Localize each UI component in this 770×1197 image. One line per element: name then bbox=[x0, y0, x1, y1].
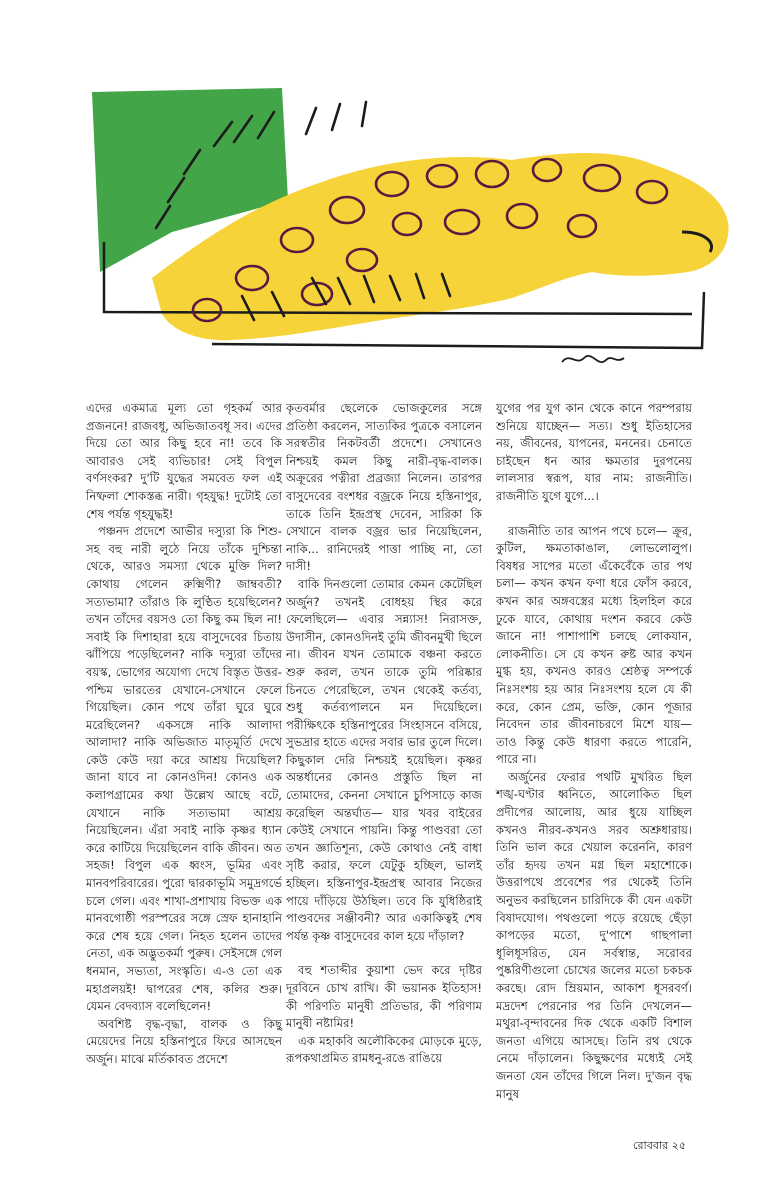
paragraph: অর্জুনের ফেরার পথটি মুখরিত ছিল শঙ্খ-ঘণ্টার ধ্বনিতে, আলোকিত ছিল প্রদীপের আলোয়, আর ধুয়ে যাচ্ছিল কখনও নীরব-কখনও সরব অশ্রুধারায়। তিনি ভাল করে খেয়াল করেননি, কারণ তাঁর হৃদয় তখন মগ্ন ছিল মহাশোকে। উত্তরাপথে প্রবেশের পর থেকেই তিনি অনুভব করছিলেন চারিদিকে কী যেন একটা বিষাদযোগ। পথগুলো পড়ে রয়েছে ছেঁড়া কাপড়ের মতো, দু'পাশে গাছপালা ধূলিধূসরিত, যেন সর্বস্বান্ত, সরোবর পুষ্করিণীগুলো চোখের জলের মতো চকচক করছে। রোদ ম্রিয়মান, আকাশ ধূসরবর্ণ। মদ্রদেশ পেরনোর পর তিনি দেখলেন— মথুরা-বৃন্দাবনের দিক থেকে একটি বিশাল জনতা এগিয়ে আসছে। তিনি রথ থেকে নেমে দাঁড়ালেন। কিছুক্ষণের মধ্যেই সেই জনতা যেন তাঁদের গিলে নিল। দু'জন বৃদ্ধ মানুষ bbox=[496, 769, 692, 1101]
paragraph: অবশিষ্ট বৃদ্ধ-বৃদ্ধা, বালক ও কিছু মেয়েদের নিয়ে হস্তিনাপুরে ফিরে আসছেন অর্জুন। মাঝে মর্তিকাবত প্রদেশে bbox=[86, 1016, 282, 1066]
article-body bbox=[86, 400, 692, 1120]
paragraph: যুগের পর যুগ কান থেকে কানে পরম্পরায় শুনিয়ে যাচ্ছেন— সত্য। শুধু ইতিহাসের নয়, জীবনের, যাপনের, মননের। চেনাতে চাইছেন ধন আর ক্ষমতার দুরপনেয় লালসার স্বরূপ, যার নাম: রাজনীতি। রাজনীতি যুগে যুগে...। bbox=[496, 401, 692, 503]
paragraph: পঞ্চনদ প্রদেশে আভীর দস্যুরা কি শিশু-সহ বহু নারী লুঠে নিয়ে তাঁকে দুশ্চিন্তা থেকে, আরও সমস্যা থেকে মুক্তি দিল? কোথায় গেলেন রুক্মিণী? জাম্ববতী? সত্যভামা? তাঁরাও কি লুণ্ঠিত হয়েছিলেন? তখন তাঁদের বয়সও তো কিছু কম ছিল না! সবাই কি দিশাহারা হয়ে বাসুদেবের চিতায় ঝাঁপিয়ে পড়েছিলেন? নাকি দস্যুরা তাঁদের বয়স্ক, ভোগের অযোগ্য দেখে বিস্তৃত উত্তর-পশ্চিম ভারতের যেখানে-সেখানে ফেলে গিয়েছিল। কোন পথে তাঁরা ঘুরে ঘুরে মরেছিলেন? একসঙ্গে নাকি আলাদা আলাদা? নাকি অভিজাত মাতৃমূর্তি দেখে কেউ কেউ দয়া করে আশ্রয় দিয়েছিল? জানা যাবে না কোনওদিন! কোনও এক কলাপগ্রামের কথা উল্লেখ আছে বটে, যেখানে নাকি সত্যভামা আশ্রয় নিয়েছিলেন। এঁরা সবাই নাকি কৃষ্ণর ধ্যান করে কাটিয়ে দিয়েছিলেন বাকি জীবন। অত সহজ! বিপুল এক ধ্বংস, ভূমির এবং মানবপরিবারের। পুরো দ্বারকাভূমি সমুদ্রগর্ভে চলে গেল। এবং শাখা-প্রশাখায় বিভক্ত এক মানবগোষ্ঠী পরস্পরের সঙ্গে স্রেফ হানাহানি করে শেষ হয়ে গেল। নিহত হলেন তাদের নেতা, এক অদ্ভুতকর্মা পুরুষ। সেইসঙ্গে গেল ধনমান, সভ্যতা, সংস্কৃতি। এ-ও তো এক মহাপ্রলয়ই! দ্বাপরের শেষ, কলির শুরু। যেমন বেদব্যাস বলেছিলেন! bbox=[86, 524, 282, 1014]
paragraph: রাজনীতি তার আপন পথে চলে— ক্রূর, কুটিল, ক্ষমতাকাঙাল, লোভলোলুপ। বিষধর সাপের মতো এঁকেবেঁকে তার পথ চলা— কখন কখন ফণা ধরে ফোঁস করবে, কখন কার অঙ্গবস্ত্রের মধ্যে হিলহিল করে ঢুকে যাবে, কোথায় দংশন করবে কেউ জানে না! পাশাপাশি চলছে লোকযান, লোকনীতি। সে যে কখন রুষ্ট আর কখন মুগ্ধ হয়, কখনও কারও শ্রেষ্ঠত্ব সম্পর্কে নিঃসংশয় হয় আর নিঃসংশয় হলে যে কী করে, কোন প্রেম, ভক্তি, কোন পূজার নিবেদন তার জীবনাচরণে মিশে যায়— তাও কিন্তু কেউ ধারণা করতে পারেনি, পারে না। bbox=[496, 523, 692, 767]
paragraph: বহু শতাব্দীর কুয়াশা ভেদ করে দৃষ্টির দূরবিনে চোখ রাখি। কী ভয়ানক ইতিহাস! কী পরিণতি মানুষী প্রতিভার, কী পরিণাম মানুষী নষ্টামির! bbox=[286, 963, 482, 1031]
paragraph: কৃতবর্মার ছেলেকে ভোজকুলের সঙ্গে প্রতিষ্ঠা করলেন, সাত্যকির পুত্রকে বসালেন সরস্বতীর নিকটবর্তী প্রদেশে। সেখানেও নিশ্চয়ই কমল কিছু নারী-বৃদ্ধ-বালক। অক্রূরের পত্নীরা প্রব্রজ্যা নিলেন। তারপর বাসুদেবের বংশধর বজ্রকে নিয়ে হস্তিনাপুর, তাকে তিনি ইন্দ্রপ্রস্থ দেবেন, সারিকা কি সেখানে বালক বজ্রর ভার নিয়েছিলেন, নাকি... রানিদেরই পাত্তা পাচ্ছি না, তো দাসী! bbox=[286, 401, 482, 574]
paragraph: এদের একমাত্র মূল্য তো গৃহকর্ম আর প্রজননে! রাজবধূ, অভিজাতবধূ সব। এদের দিয়ে তো আর কিছু হবে না! তবে কি আবারও সেই ব্যভিচার! সেই বিপুল বর্ণসংকর? দু'টি যুদ্ধের সমবেত ফল এই নিষ্ফলা শোকস্তব্ধ নারী। গৃহযুদ্ধ! দুটোই তো শেষ পর্যন্ত গৃহযুদ্ধই! bbox=[86, 401, 282, 521]
paragraph: এক মহাকবি অলৌকিকের মোড়কে মুড়ে, রূপকথাপ্রমিত রামধনু-রঙে রাঙিয়ে bbox=[286, 1033, 482, 1066]
column-2 bbox=[286, 400, 482, 1068]
paragraph: বাকি দিনগুলো তোমার কেমন কেটেছিল অর্জুন? তখনই বোধহয় স্থির করে ফেলেছিলে— এবার সন্ন্যাস! নিরাসক্ত, উদাসীন, কোনওদিনই তুমি জীবনমুখী ছিলে না। জীবন যখন তোমাকে বঞ্চনা করতে শুরু করল, তখন তাকে তুমি পরিষ্কার চিনতে পেরেছিলে, তখন থেকেই কর্তব্য, শুধু কর্তব্যপালনে মন দিয়েছিলে। পরীক্ষিৎকে হস্তিনাপুরের সিংহাসনে বসিয়ে, সুভদ্রার হাতে এদের সবার ভার তুলে দিলে। কিছুকাল দেরি নিশ্চয়ই হয়েছিল। কৃষ্ণর অন্তর্ধানের কোনও প্রস্তুতি ছিল না তোমাদের, কেননা সেখানে চুপিসাড়ে কাজ করেছিল অন্তর্ঘাত— যার খবর বাইরের কেউই সেখানে পায়নি। কিন্তু পাণ্ডবরা তো তখন জ্ঞাতিশূন্য, কেউ কোথাও নেই বাধা সৃষ্টি করার, ফলে যেটুকু হচ্ছিল, ভালই হচ্ছিল। হস্তিনাপুর-ইন্দ্রপ্রস্থ আবার নিজের পায়ে দাঁড়িয়ে উঠছিল। তবে কি যুধিষ্ঠিরাই পাণ্ডবদের সঞ্জীবনী? আর একাকিত্বই শেষ পর্যন্ত কৃষ্ণ বাসুদেবের কাল হয়ে দাঁড়াল? bbox=[286, 576, 482, 943]
signature bbox=[562, 356, 624, 362]
column-3 bbox=[496, 400, 692, 1103]
snake-illustration bbox=[92, 82, 732, 382]
snake-painting bbox=[92, 82, 732, 382]
column-1 bbox=[86, 400, 282, 1069]
page-footer: রোববার ২৫ bbox=[633, 1139, 686, 1152]
